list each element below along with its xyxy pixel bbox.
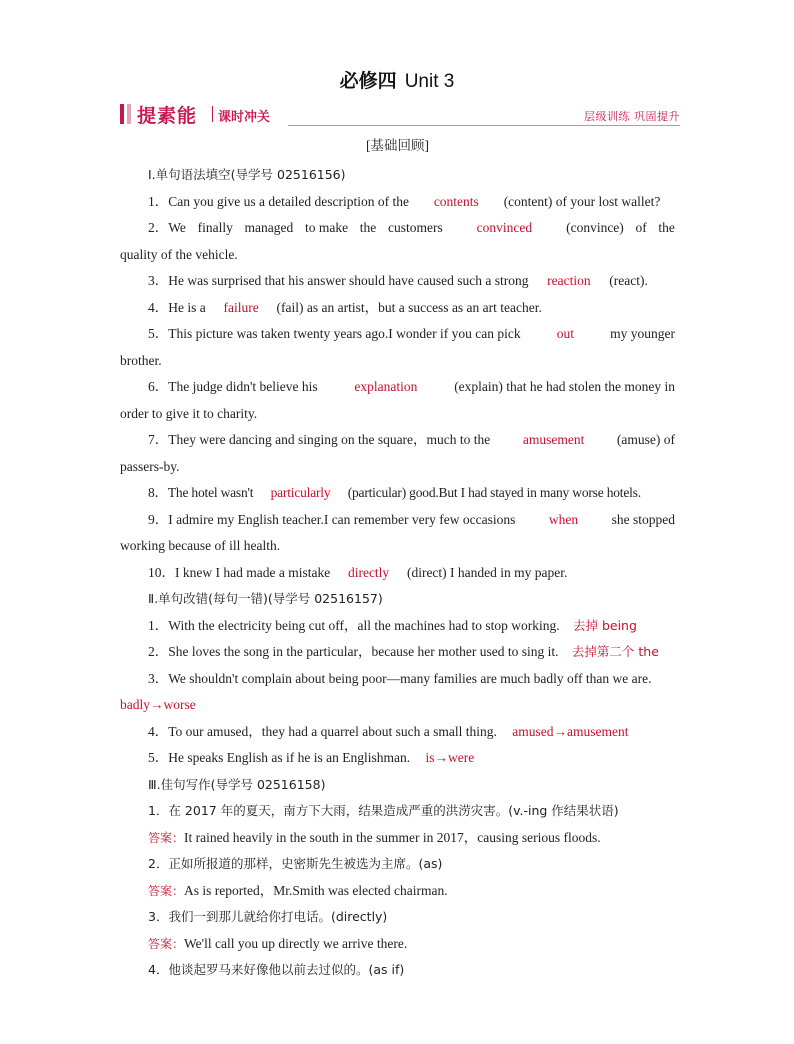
s2-item-answer: is→were <box>425 750 475 765</box>
s1-item-cont: quality of the vehicle. <box>120 246 238 262</box>
answer-label: 答案： <box>148 830 185 845</box>
banner-divider <box>212 106 213 122</box>
s2-item-answer: 去掉第二个 the <box>571 644 659 659</box>
s1-item-cont: working because of ill health. <box>120 538 281 553</box>
s1-item-pre: 7．They were dancing and singing on the square，much to the <box>148 432 491 447</box>
banner-rule <box>288 125 680 126</box>
title-unit: Unit 3 <box>404 71 455 92</box>
s1-item-cont: order to give it to charity. <box>120 405 258 421</box>
s2-item-2 <box>120 639 675 666</box>
s2-item-answer: amused→amusement <box>512 723 629 739</box>
s1-item-pre: 5．This picture was taken twenty years ago.I wonder if you can pick <box>148 326 521 341</box>
answer-label: 答案： <box>148 936 185 951</box>
s2-item-5 <box>120 745 675 772</box>
banner-right-label: 层级训练 巩固提升 <box>584 110 680 123</box>
s1-item-1 <box>120 189 675 216</box>
section3-title: Ⅲ.佳句写作(导学号 02516158) <box>148 776 326 792</box>
s3-item-1-answer <box>120 825 675 852</box>
section-heading: [基础回顾] <box>366 138 429 153</box>
s2-item-4 <box>120 719 675 746</box>
s1-item-word: customers <box>387 220 443 235</box>
s1-item-answer: directly <box>347 564 390 580</box>
s3-item-3-answer <box>120 931 675 958</box>
s1-item-post: my younger <box>610 326 675 341</box>
s1-item-word: the <box>658 220 675 235</box>
s1-item-word: to make <box>304 220 349 235</box>
s3-item-1-question: 1．在 2017 年的夏天，南方下大雨，结果造成严重的洪涝灾害。(v.-ing 作结果状语) <box>148 803 619 818</box>
s1-item-post: (fail) as an artist，but a success as an art teacher. <box>276 299 542 315</box>
s2-item-text: 2．She loves the song in the particular，because her mother used to sing it. <box>148 644 559 659</box>
s1-item-word: managed <box>244 220 294 235</box>
s1-item-10 <box>120 560 675 587</box>
section-banner <box>120 100 680 128</box>
s1-item-post: (direct) I handed in my paper. <box>406 564 568 580</box>
s2-item-1 <box>120 613 675 640</box>
s3-answer-text: We'll call you up directly we arrive there. <box>184 935 408 951</box>
s1-item-pre: 1．Can you give us a detailed description of the <box>148 193 409 209</box>
s1-item-word: finally <box>197 220 233 235</box>
s1-item-5 <box>120 321 675 348</box>
s1-item-cont: passers-by. <box>120 458 180 474</box>
s1-item-word: the <box>359 220 377 235</box>
s3-item-4-question: 4．他谈起罗马来好像他以前去过似的。(as if) <box>148 962 405 977</box>
s1-item-8 <box>120 480 675 507</box>
s1-item-answer: reaction <box>547 273 591 288</box>
s2-item-answer: badly→worse <box>120 697 196 712</box>
s3-answer-text: As is reported，Mr.Smith was elected chairman. <box>184 882 448 898</box>
banner-main-label: 提素能 <box>137 105 198 127</box>
s1-item-word: of <box>635 220 647 235</box>
s1-item-pre: 9．I admire my English teacher.I can remember very few occasions <box>148 511 516 527</box>
s2-item-text: 4．To our amused，they had a quarrel about such a small thing. <box>148 723 497 739</box>
s1-item-7 <box>120 427 675 454</box>
s1-item-pre: 8．The hotel wasn't <box>148 485 254 500</box>
s3-item-2-answer <box>120 878 675 905</box>
s1-item-answer: out <box>556 326 574 341</box>
s1-item-6 <box>120 374 675 401</box>
s2-item-text: 1．With the electricity being cut off，all the machines had to stop working. <box>148 617 560 633</box>
s2-item-3-answer-line <box>120 692 675 719</box>
section1-title: Ⅰ.单句语法填空(导学号 02516156) <box>148 167 346 182</box>
s1-item-3 <box>120 268 675 295</box>
s1-item-post: she stopped <box>611 511 675 527</box>
s2-item-text: 3．We shouldn't complain about being poor—many families are much badly off than we are. <box>148 670 652 686</box>
banner-sub-label: 课时冲关 <box>218 110 271 125</box>
page-title <box>0 66 794 93</box>
s2-item-3 <box>120 666 675 693</box>
s3-item-3-question: 3．我们一到那儿就给你打电话。(directly) <box>148 909 388 924</box>
s1-item-word: (convince) <box>566 220 624 235</box>
title-cn: 必修四 <box>339 70 397 92</box>
banner-bar <box>120 104 124 124</box>
s1-item-answer: contents <box>433 193 479 209</box>
s1-item-2 <box>120 215 675 242</box>
s2-item-answer: 去掉 being <box>572 617 637 633</box>
banner-bar-light <box>127 104 131 124</box>
s1-item-answer: when <box>548 511 579 527</box>
s1-item-word: 2．We <box>148 220 186 235</box>
s1-item-post: (particular) good.But I had stayed in many worse hotels. <box>347 485 641 500</box>
section2-title: Ⅱ.单句改错(每句一错)(导学号 02516157) <box>148 591 383 606</box>
worksheet-content <box>120 134 675 984</box>
s1-item-answer: convinced <box>476 220 533 235</box>
s2-item-text: 5．He speaks English as if he is an Englishman. <box>148 750 411 765</box>
s1-item-answer: particularly <box>270 485 331 500</box>
s1-item-answer: amusement <box>522 432 585 447</box>
s1-item-answer: failure <box>223 299 259 315</box>
s1-item-cont: brother. <box>120 352 162 368</box>
s1-item-answer: explanation <box>354 379 418 394</box>
s1-item-post: (explain) that he had stolen the money in <box>454 379 675 394</box>
s1-item-post: (amuse) of <box>616 432 675 447</box>
s1-item-pre: 6．The judge didn't believe his <box>148 379 318 394</box>
answer-label: 答案： <box>148 883 185 898</box>
s1-item-9 <box>120 507 675 534</box>
s1-item-pre: 10．I knew I had made a mistake <box>148 564 331 580</box>
s3-answer-text: It rained heavily in the south in the summer in 2017，causing serious floods. <box>184 829 601 845</box>
s1-item-4 <box>120 295 675 322</box>
s1-item-post: (react). <box>609 273 648 288</box>
s1-item-pre: 3．He was surprised that his answer should have caused such a strong <box>148 273 529 288</box>
s1-item-pre: 4．He is a <box>148 299 206 315</box>
s3-item-2-question: 2．正如所报道的那样，史密斯先生被选为主席。(as) <box>148 856 443 871</box>
s1-item-post: (content) of your lost wallet? <box>503 193 661 209</box>
